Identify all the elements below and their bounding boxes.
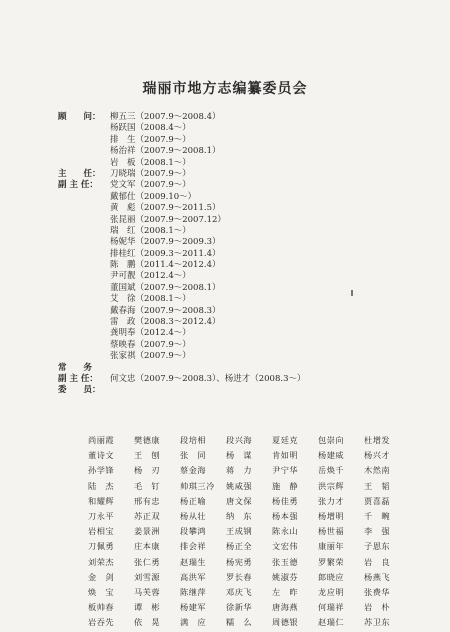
member-name: 糯 么	[226, 617, 253, 628]
member-name: 张 同	[180, 450, 207, 461]
member-name: 康丽年	[318, 541, 345, 552]
list-item	[58, 123, 305, 134]
member-name: 段培相	[180, 435, 207, 445]
member-name: 龙应明	[318, 586, 345, 597]
deputy-director-entry: 张家祺（2007.9～）	[110, 351, 191, 362]
member-name: 满 应	[180, 617, 207, 628]
member-name: 杨佳勇	[272, 495, 299, 506]
member-name: 依 晃	[134, 617, 161, 628]
deputy-director-entry: 黄 彪（2007.9～2011.5）	[110, 203, 221, 214]
member-name: 左 昨	[272, 586, 299, 597]
deputy-director-entry: 艾 徐（2008.1～）	[110, 294, 191, 305]
member-name: 杨本强	[272, 510, 299, 521]
deputy-director-entry: 张昆丽（2007.9～2007.12）	[110, 214, 226, 225]
member-name: 杨建威	[318, 450, 345, 461]
member-name: 苏正双	[134, 510, 161, 521]
member-name: 何瑞祥	[318, 602, 345, 613]
member-name: 杨从壮	[180, 510, 207, 521]
member-name: 樊德康	[134, 435, 161, 445]
member-name: 张费华	[364, 586, 391, 597]
member-name: 姚咸强	[226, 480, 253, 491]
member-name: 子恩东	[364, 541, 391, 552]
member-name: 唐海燕	[272, 602, 299, 613]
member-name: 岩 朴	[364, 602, 391, 613]
deputy-director-entry: 董国斌（2007.9～2008.1）	[110, 282, 221, 293]
members-label: 委 员：	[58, 385, 101, 396]
member-name: 夏廷克	[272, 435, 299, 445]
member-name: 杨兴才	[364, 450, 391, 461]
member-name: 板帅春	[88, 602, 115, 613]
deputy-director-label: 副 主 任：	[58, 180, 98, 191]
member-name: 王成钢	[226, 526, 253, 537]
member-name: 杨增明	[318, 510, 345, 521]
member-name: 高洪军	[180, 571, 207, 582]
deputy-director-entry: 陈 鹏（2011.4～2012.4）	[110, 260, 221, 271]
member-name: 唐文保	[226, 495, 253, 506]
advisor-entry: 排 生（2007.9～）	[110, 134, 191, 145]
member-name: 施 静	[272, 480, 299, 491]
member-name: 苏卫东	[364, 617, 391, 628]
member-name: 金 剑	[88, 571, 115, 582]
advisors-label: 顾 问：	[58, 112, 101, 122]
member-name: 陈永山	[272, 526, 299, 537]
member-name: 杜增发	[364, 435, 391, 445]
member-name: 罗长春	[226, 571, 253, 582]
scan-mark	[351, 290, 353, 296]
member-name: 邓庆飞	[226, 586, 253, 597]
page-title: 瑞丽市地方志编纂委员会	[142, 81, 308, 97]
member-name: 岩相宝	[88, 526, 115, 537]
member-name: 庄本康	[134, 541, 161, 552]
member-name: 姜景洲	[134, 526, 161, 537]
member-name: 杨 刃	[134, 465, 161, 476]
deputy-director-entry: 杨妮华（2007.9～2009.3）	[110, 237, 221, 248]
member-name: 刀永平	[88, 510, 115, 521]
advisor-entry: 杨治祥（2007.9～2008.1）	[110, 146, 221, 157]
list-item	[58, 374, 305, 385]
member-name: 焕 宝	[88, 586, 115, 597]
member-name: 谭 彬	[134, 602, 161, 613]
list-item	[58, 363, 305, 374]
advisor-entry: 杨跃国（2008.4～）	[110, 123, 191, 134]
member-name: 木然南	[364, 465, 391, 476]
list-item	[58, 169, 305, 180]
deputy-director-entry: 瑞 红（2008.1～）	[110, 225, 191, 236]
member-name: 毛 钉	[134, 480, 161, 491]
standing-deputy-label: 副 主 任：	[58, 373, 98, 384]
deputy-director-entry: 党文军（2007.9～）	[110, 180, 191, 191]
member-name: 刀佩勇	[88, 541, 115, 552]
member-name: 肯如明	[272, 450, 299, 461]
member-name: 刘雪源	[134, 571, 161, 582]
member-name: 徐新华	[226, 602, 253, 613]
member-name: 李 强	[364, 526, 391, 537]
members-grid	[88, 434, 410, 629]
member-name: 岩 良	[364, 556, 391, 567]
member-name: 郎晓应	[318, 571, 345, 582]
deputy-director-entry: 尹可靓（2012.4～）	[110, 271, 191, 282]
member-name: 杨世福	[318, 526, 345, 537]
member-name: 董诗文	[88, 450, 115, 461]
member-name: 陈继萍	[180, 586, 207, 597]
deputy-director-entry: 排桂红（2009.3～2011.4）	[110, 248, 221, 259]
member-name: 杨建军	[180, 602, 207, 613]
member-name: 张仁勇	[134, 556, 161, 567]
member-name: 千 畹	[364, 510, 391, 521]
list-item	[58, 112, 305, 123]
deputy-director-entry: 戴春海（2007.9～2008.3）	[110, 305, 221, 316]
member-name: 纳 东	[226, 510, 253, 521]
member-name: 马芙蓉	[134, 586, 161, 597]
list-item	[58, 385, 305, 396]
member-name: 王 韬	[364, 480, 391, 491]
director-label: 主 任：	[58, 168, 101, 179]
member-name: 邢有忠	[134, 495, 161, 506]
deputy-director-entry: 龚明奉（2012.4～）	[110, 328, 191, 339]
deputy-director-entry: 蔡映春（2007.9～）	[110, 339, 191, 350]
member-name: 段攀鸿	[180, 526, 207, 537]
list-item	[58, 180, 305, 191]
member-name: 赵瑞仁	[318, 617, 345, 628]
director-entry: 刀晓瑞（2007.9～）	[110, 168, 191, 179]
member-name: 岳焕千	[318, 465, 345, 476]
member-name: 岩吞先	[88, 617, 115, 628]
standing-heading: 常 务	[58, 362, 93, 373]
member-name: 陆 杰	[88, 480, 115, 491]
deputy-director-entry: 雷 政（2008.3～2012.4）	[110, 317, 221, 328]
member-name: 张玉德	[272, 556, 299, 567]
member-name: 张力才	[318, 495, 345, 506]
list-item	[58, 146, 305, 157]
member-name: 文宏伟	[272, 541, 299, 552]
member-name: 尹宁华	[272, 465, 299, 476]
member-name: 和耀辉	[88, 495, 115, 506]
member-name: 孙学锋	[88, 465, 115, 476]
member-name: 刘荣杰	[88, 556, 115, 567]
member-name: 姚淑芬	[272, 571, 299, 582]
member-name: 贾喜磊	[364, 495, 391, 506]
member-name: 赵瑞生	[180, 556, 207, 567]
standing-deputy-entry: 何文忠（2007.9～2008.3）、杨进才（2008.3～）	[110, 373, 306, 384]
member-name: 罗繁荣	[318, 556, 345, 567]
advisor-entry: 柳五三（2007.9～2008.4）	[110, 112, 221, 122]
member-name: 段兴海	[226, 435, 253, 445]
member-name: 帅琪三冷	[180, 480, 215, 491]
member-name: 蔡金海	[180, 465, 207, 476]
list-item	[58, 158, 305, 169]
member-name: 蒋 力	[226, 465, 253, 476]
member-name: 洪宗辉	[318, 480, 345, 491]
deputy-director-entry: 戴郁仕（2009.10～）	[110, 191, 197, 202]
advisor-entry: 岩 板（2008.1～）	[110, 157, 191, 168]
member-name: 尚丽霞	[88, 435, 115, 445]
member-name: 周德银	[272, 617, 299, 628]
member-name: 杨燕飞	[364, 571, 391, 582]
list-item	[58, 135, 305, 146]
member-name: 排会祥	[180, 541, 207, 552]
member-name: 杨 谋	[226, 450, 253, 461]
member-name: 杨正喻	[180, 495, 207, 506]
advisors-section	[58, 112, 305, 397]
member-name: 王 刨	[134, 450, 161, 461]
member-name: 包崇向	[318, 435, 345, 445]
member-name: 杨正全	[226, 541, 253, 552]
member-name: 杨宪勇	[226, 556, 253, 567]
